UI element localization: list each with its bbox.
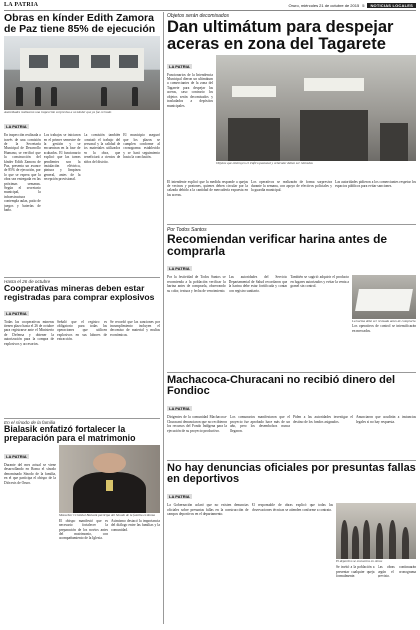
text-column: Los trabajos se iniciaron en el primer semestre de la gestión y se encuentran en la fase de acabados. El funcionario explicó que las tareas pendientes son la instalación eléctrica, pintura y limpieza general, antes de la recepción provisional.: [43, 133, 81, 182]
text-column: El obispo manifestó que es necesario fortalecer la preparación de los novios antes del matrimonio, con acompañamiento de la Iglesia.: [59, 518, 108, 541]
section-tag: NOTICIAS LOCALES: [367, 3, 416, 8]
text-column: La Gobernación aclaró que no existen denuncias oficiales sobre presuntas fallas en la construcción de campos deportivos en el departamento.: [167, 503, 249, 517]
page-info: [289, 3, 417, 8]
article-headline: Cooperativas mineras deben estar registradas para comprar explosivos: [4, 283, 155, 302]
article-byline: LA PATRIA: [6, 124, 27, 130]
photo-caption: Autoridades realizaron una inspección sorpresiva a un kínder que ya fue cerrado: [4, 110, 112, 115]
text-column: Se invitó a la población a presentar cualquier queja formalmente.: [336, 565, 375, 579]
column-divider: [163, 12, 164, 624]
article-headline: Bialasik enfatizó fortalecer la preparación para el matrimonio: [4, 424, 136, 443]
photo-tagarete: [216, 55, 416, 161]
text-column: También se sugirió adquirir el producto en lugares autorizados y evitar la venta a granel sin control.: [290, 275, 350, 289]
photo-caption: Monseñor Cristóbal Bialasik participa del Sínodo de la familia en Roma: [59, 512, 155, 517]
text-column: Señaló que el registro es obligatorio para todas las operaciones que utilicen explosivos en sus labores de extracción.: [57, 319, 107, 342]
text-column: Los operativos de control se intensificarán en mercados.: [352, 324, 416, 333]
text-column: Las obras continuarán según el cronograma previsto.: [377, 565, 416, 579]
article-obras: [4, 13, 160, 256]
photo-bishop: [59, 445, 160, 513]
newspaper-brand: LA PATRIA: [4, 2, 39, 8]
text-column: Se recordó que las sanciones por incumplimiento incluyen el decomiso de material y multas económicas.: [110, 319, 160, 337]
article-byline: LA PATRIA: [169, 63, 190, 69]
text-column: La comisión también constató el trabajo del personal y la calidad de los materiales utilizados en la obra, que beneficiará a cientos de niños del distrito.: [83, 133, 121, 164]
photo-caption: La harina debe ser revisada antes de comprarla: [352, 319, 416, 324]
article-byline: LA PATRIA: [6, 310, 27, 316]
article-kicker: Hasta el 26 de octubre: [4, 279, 51, 284]
text-column: Piden a las autoridades investigar el destino de los fondos asignados.: [293, 415, 353, 424]
text-column: Asimismo destacó la importancia del diálogo entre las familias y la comunidad.: [111, 518, 160, 532]
article-kicker: En el sínodo de la familia: [4, 420, 56, 425]
photo-kinder: [4, 36, 160, 110]
article-byline: LA PATRIA: [169, 406, 190, 412]
text-column: Los comunarios manifestaron que el proyecto fue aprobado hace más de un año, pero los desembolsos nunca llegaron.: [230, 415, 290, 433]
text-column: Dirigentes de la comunidad Machacoca-Churacani denunciaron que no recibieron los recursos del Fondo Indígena para la ejecución de su proyecto productivo.: [167, 415, 227, 433]
article-tagarete: [167, 13, 416, 224]
text-column: Anunciaron que acudirán a instancias legales si no hay respuesta.: [356, 415, 416, 424]
article-headline: Machacoca-Churacani no recibió dinero del Fondioc: [167, 374, 395, 398]
text-column: Las autoridades pidieron a los comerciantes respetar los espacios públicos para evitar sanciones.: [335, 179, 416, 189]
article-kicker: Objetos serán decomisados: [167, 13, 229, 19]
text-column: Los operativos se realizarán de forma sorpresiva durante la semana, con apoyo de efectivos policiales y la guardia municipal.: [251, 179, 332, 193]
article-headline: Obras en kínder Edith Zamora de Paz tiene 85% de ejecución: [4, 12, 156, 35]
article-recomiendan: [167, 227, 416, 383]
text-column: En inspección realizada a través de una comisión de la Secretaría Municipal de Desarrollo Humano, se verificó que la construcción del kínder Edith Zamora de Paz, presenta un avance de 85% de ejecución, por lo que se espera que la obra sea entregada en las próximas semanas. Según el secretario municipal, la infraestructura contempla aulas, patio de juegos y baterías de baño.: [4, 133, 41, 213]
text-column: Todas las cooperativas mineras tienen plazo hasta el 26 de octubre para registrarse ante el Ministerio de Defensa y obtener la autorización para la compra de explosivos y accesorios.: [4, 319, 54, 346]
masthead: [4, 0, 416, 11]
article-headline: Recomiendan verificar harina antes de comprarla: [167, 232, 388, 259]
photo-deportivo: [336, 503, 416, 559]
text-column: Durante del mes actual se viene desarrollando en Roma el sínodo denominado Sínodo de la familia, en el que participa el obispo de la Diócesis de Oruro.: [4, 462, 56, 485]
text-column: Las autoridades del Servicio Departamental de Salud recordaron que la harina debe estar fortificada y contar con registro sanitario.: [228, 275, 288, 293]
photo-caption: El deportivo se encuentra en obras: [336, 559, 383, 564]
photo-harina: [352, 275, 416, 319]
article-headline: Dan ultimátum para despejar aceras en zona del Tagarete: [167, 18, 394, 53]
text-column: El responsable de obras explicó que todas las observaciones técnicas se atienden conforme a contrato.: [251, 503, 333, 512]
text-column: El intendente explicó que la medida responde a quejas de vecinos y peatones, quienes deben circular por la calzada debido a la cantidad de mercadería expuesta en las aceras.: [167, 179, 248, 197]
text-column: Por la festividad de Todos Santos se recomienda a la población verificar la harina antes de comprarla, observando su color, textura y fecha de vencimiento.: [167, 275, 226, 293]
photo-caption: Objetos que obstruyen el tráfico peatonal y vehicular deben ser retirados: [216, 160, 313, 165]
article-cooperativas: [4, 279, 160, 406]
article-bialasik: [4, 420, 160, 613]
article-headline: No hay denuncias oficiales por presuntas fallas en deportivos: [167, 462, 416, 486]
location-date: Oruro, miércoles 21 de octubre de 2015: [288, 2, 360, 8]
article-kicker: Por Todos Santos: [167, 227, 207, 233]
text-column: Funcionarios de la Intendencia Municipal dieron un ultimátum a comerciantes de la zona del Tagarete para despejar las aceras, caso contrario los objetos serán decomisados y trasladados a depósitos municipales.: [167, 72, 213, 108]
text-column: El municipio aseguró que los plazos se cumplen conforme al cronograma establecido y se hará seguimiento hasta la conclusión.: [123, 133, 160, 160]
page-number: 5: [362, 2, 365, 8]
article-byline: LA PATRIA: [169, 494, 190, 500]
article-denuncias: [167, 463, 416, 630]
article-byline: LA PATRIA: [6, 453, 27, 459]
article-byline: LA PATRIA: [169, 266, 190, 272]
